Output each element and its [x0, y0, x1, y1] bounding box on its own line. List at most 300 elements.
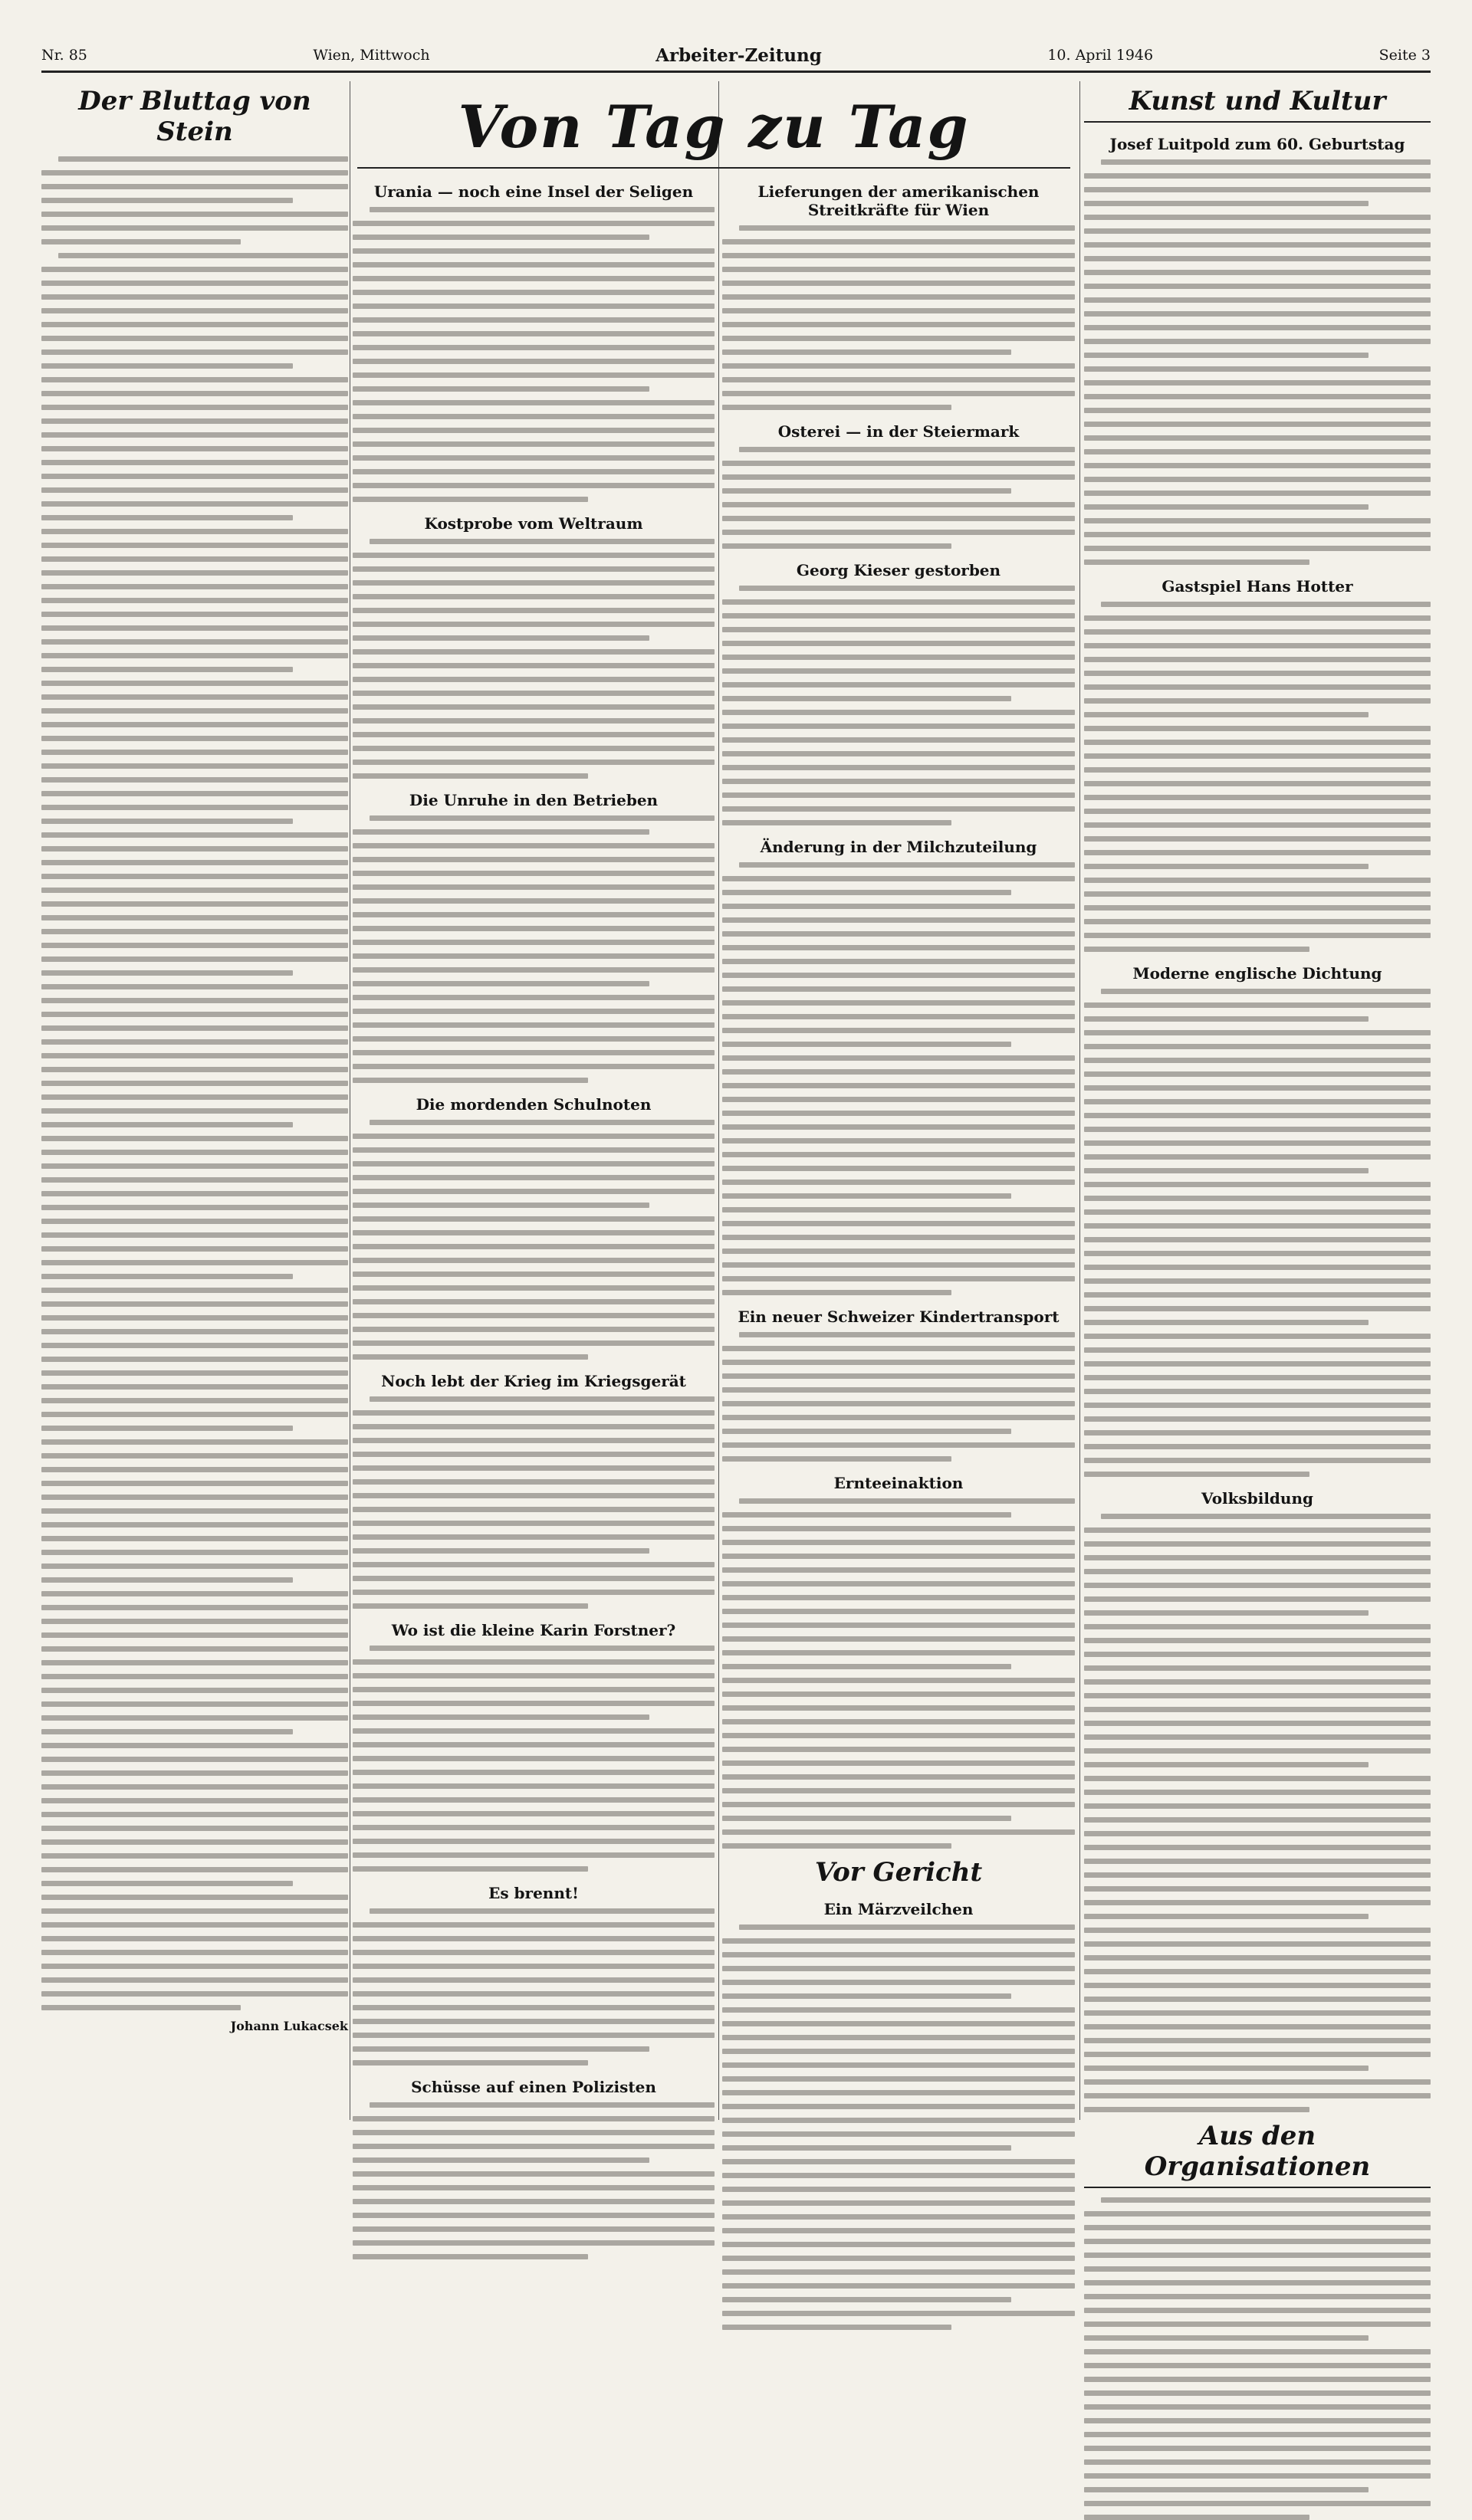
text-line: [41, 501, 348, 507]
text-line: [722, 1938, 1075, 1944]
column-rule: [1079, 81, 1080, 2120]
text-line: [41, 170, 348, 176]
headline: Ein neuer Schweizer Kindertransport: [738, 1308, 1060, 1326]
text-line: [353, 884, 715, 890]
text-line: [41, 281, 348, 286]
text-line: [722, 461, 1075, 466]
text-line: [353, 1175, 715, 1180]
text-line: [353, 1424, 715, 1429]
text-line: [41, 1315, 348, 1321]
text-line: [722, 2035, 1075, 2040]
text-line: [41, 349, 348, 355]
text-line: [1084, 394, 1431, 399]
text-line: [1084, 781, 1431, 786]
text-line: [722, 1980, 1075, 1985]
text-line: [1084, 1140, 1431, 1146]
text-line: [353, 691, 715, 696]
text-line: [41, 1508, 348, 1514]
headline: Moderne englische Dichtung: [1132, 964, 1382, 983]
text-line: [41, 874, 348, 879]
text-line: [1084, 1652, 1431, 1657]
text-line: [1084, 2390, 1431, 2396]
text-line: [1084, 2294, 1431, 2299]
text-line: [1084, 1030, 1431, 1035]
text-line: [41, 1950, 348, 1955]
text-line: [353, 1203, 649, 1208]
text-line: [353, 1783, 715, 1789]
text-line: [722, 530, 1075, 535]
text-line: [41, 653, 348, 658]
text-line: [41, 1895, 348, 1900]
text-line: [722, 2214, 1075, 2220]
text-line: [353, 857, 715, 862]
text-line: [41, 1177, 348, 1183]
text-line: [41, 377, 348, 382]
text-line: [1084, 740, 1431, 745]
text-line: [41, 1108, 348, 1114]
text-line: [1101, 159, 1431, 165]
text-line: [353, 635, 649, 641]
text-line: [353, 372, 715, 378]
text-line: [722, 2242, 1075, 2247]
text-line: [1084, 2225, 1431, 2230]
text-line: [353, 1313, 715, 1318]
text-line: [41, 1122, 293, 1127]
text-line: [1084, 491, 1431, 496]
text-line: [353, 2254, 588, 2259]
text-line: [353, 1465, 715, 1471]
text-line: [1084, 2107, 1309, 2112]
text-line: [370, 815, 715, 821]
text-line: [41, 984, 348, 989]
text-line: [41, 1881, 293, 1886]
text-line: [1084, 1638, 1431, 1643]
text-line: [41, 956, 348, 962]
text-line: [41, 294, 348, 300]
text-line: [1084, 1361, 1431, 1367]
text-line: [1084, 2066, 1368, 2071]
column-rule: [718, 81, 719, 2120]
text-line: [353, 1340, 715, 1346]
text-line: [1084, 684, 1431, 690]
text-line: [353, 1161, 715, 1166]
text-line: [353, 1521, 715, 1526]
text-line: [1084, 1472, 1309, 1477]
text-line: [1084, 2363, 1431, 2368]
text-line: [41, 1288, 348, 1293]
text-line: [353, 414, 715, 419]
text-line: [722, 1952, 1075, 1957]
text-line: [722, 1152, 1075, 1157]
text-line: [722, 2145, 1011, 2151]
text-line: [1084, 463, 1431, 468]
text-line: [1084, 1748, 1431, 1754]
text-line: [1084, 532, 1431, 537]
text-line: [353, 386, 649, 392]
text-line: [1084, 947, 1309, 952]
text-line: [41, 1770, 348, 1776]
text-line: [722, 737, 1075, 743]
text-line: [1084, 173, 1431, 179]
text-line: [353, 359, 715, 364]
text-line: [722, 1055, 1075, 1061]
text-line: [370, 1396, 715, 1402]
text-line: [1084, 449, 1431, 454]
text-line: [1084, 1886, 1431, 1892]
text-line: [722, 2118, 1075, 2123]
column-4: [1084, 81, 1431, 2182]
text-line: [1084, 311, 1431, 317]
text-line: [353, 1756, 715, 1761]
text-line: [41, 943, 348, 948]
text-line: [41, 1826, 348, 1831]
issue-date: 10. April 1946: [1047, 47, 1154, 64]
text-line: [1084, 2038, 1431, 2043]
text-line: [1084, 1928, 1431, 1933]
text-line: [353, 953, 715, 959]
text-line: [370, 2102, 715, 2108]
text-paragraph: [1084, 159, 1431, 565]
text-line: [353, 1036, 715, 1042]
text-line: [353, 718, 715, 724]
text-line: [1084, 1734, 1431, 1740]
text-paragraph: [722, 862, 1075, 1295]
text-line: [370, 1120, 715, 1125]
text-line: [41, 1536, 348, 1541]
text-line: [353, 1991, 715, 1997]
text-line: [722, 1373, 1075, 1379]
text-line: [353, 1770, 715, 1775]
text-line: [1084, 546, 1431, 551]
text-line: [1084, 1624, 1431, 1629]
text-line: [1084, 1969, 1431, 1974]
text-line: [722, 2256, 1075, 2261]
text-line: [722, 1691, 1075, 1697]
text-line: [41, 1343, 348, 1348]
article-title: Der Bluttag von Stein: [78, 86, 311, 147]
text-paragraph: [353, 1396, 715, 1609]
text-line: [722, 792, 1075, 798]
text-line: [1084, 1458, 1431, 1463]
text-line: [1084, 297, 1431, 303]
text-paragraph: [1084, 602, 1431, 952]
text-line: [722, 890, 1011, 895]
text-paragraph: [1084, 1514, 1431, 2112]
text-line: [722, 1442, 1075, 1448]
text-line: [41, 1439, 348, 1445]
text-line: [722, 1415, 1075, 1420]
text-line: [722, 1193, 1011, 1199]
text-line: [1084, 2515, 1309, 2520]
text-line: [41, 612, 348, 617]
text-line: [722, 682, 1075, 687]
text-line: [1084, 1900, 1431, 1905]
text-line: [353, 2157, 649, 2163]
text-line: [1084, 559, 1309, 565]
text-line: [41, 1067, 348, 1072]
text-line: [41, 1853, 348, 1859]
text-line: [41, 1619, 348, 1624]
text-line: [722, 363, 1075, 369]
text-line: [722, 322, 1075, 327]
text-line: [739, 225, 1075, 231]
text-line: [41, 901, 348, 907]
text-line: [722, 1733, 1075, 1738]
text-line: [722, 1526, 1075, 1531]
text-line: [722, 959, 1075, 964]
text-line: [41, 667, 293, 672]
text-line: [41, 529, 348, 534]
text-line: [1084, 1044, 1431, 1049]
text-line: [1084, 242, 1431, 248]
text-line: [722, 2076, 1075, 2082]
text-line: [1084, 1320, 1368, 1325]
text-line: [1084, 477, 1431, 482]
text-line: [353, 1742, 715, 1747]
text-line: [41, 1591, 348, 1596]
text-paragraph: [353, 539, 715, 779]
text-line: [1084, 712, 1368, 717]
text-line: [353, 262, 715, 267]
text-line: [1084, 215, 1431, 220]
text-line: [722, 641, 1075, 646]
text-line: [1084, 1541, 1431, 1547]
text-line: [1084, 435, 1431, 441]
text-line: [1084, 1983, 1431, 1988]
text-line: [353, 1479, 715, 1485]
text-paragraph: [722, 1924, 1075, 2330]
text-line: [722, 2311, 1075, 2316]
text-line: [1084, 2239, 1431, 2244]
text-line: [41, 625, 348, 631]
text-line: [41, 1550, 348, 1555]
text-line: [353, 2240, 715, 2246]
text-line: [353, 760, 715, 765]
text-line: [353, 1603, 588, 1609]
text-line: [41, 1564, 348, 1569]
text-line: [722, 543, 951, 549]
text-line: [1084, 270, 1431, 275]
text-line: [353, 746, 715, 751]
text-line: [722, 986, 1075, 992]
text-line: [353, 1964, 715, 1969]
text-line: [722, 1774, 1075, 1780]
text-line: [353, 235, 649, 240]
text-line: [353, 2199, 715, 2204]
text-line: [41, 543, 348, 548]
text-line: [41, 239, 241, 244]
text-line: [41, 556, 348, 562]
text-line: [1084, 1665, 1431, 1671]
text-line: [722, 613, 1075, 619]
text-line: [1084, 2211, 1431, 2216]
text-line: [353, 2226, 715, 2232]
text-line: [353, 2116, 715, 2121]
text-line: [722, 655, 1075, 660]
text-line: [41, 1798, 348, 1803]
text-line: [41, 1812, 348, 1817]
text-line: [739, 1924, 1075, 1930]
text-line: [1084, 201, 1368, 206]
text-line: [353, 1438, 715, 1443]
text-line: [722, 1843, 951, 1849]
text-line: [722, 474, 1075, 480]
text-line: [41, 1701, 348, 1707]
text-line: [353, 1936, 715, 1941]
article-lead: [41, 156, 348, 244]
text-line: [722, 253, 1075, 258]
text-line: [1084, 380, 1431, 386]
text-line: [722, 2131, 1075, 2137]
text-line: [41, 750, 348, 755]
text-line: [353, 967, 715, 973]
text-line: [722, 1028, 1075, 1033]
text-paragraph: [722, 586, 1075, 825]
text-line: [41, 1632, 348, 1638]
text-line: [370, 1908, 715, 1914]
text-line: [1084, 1430, 1431, 1436]
text-line: [1084, 1085, 1431, 1091]
text-line: [1084, 822, 1431, 828]
text-line: [1084, 671, 1431, 676]
text-line: [1084, 504, 1368, 510]
text-line: [722, 876, 1075, 881]
text-line: [41, 336, 348, 341]
text-line: [722, 1360, 1075, 1365]
text-line: [1084, 256, 1431, 261]
text-line: [1084, 2079, 1431, 2085]
text-line: [1084, 1154, 1431, 1160]
text-line: [1084, 2093, 1431, 2098]
text-line: [41, 1025, 348, 1031]
text-line: [722, 1760, 1075, 1766]
text-paragraph: [353, 1120, 715, 1360]
text-line: [722, 1650, 1075, 1655]
text-line: [41, 1784, 348, 1790]
issue-number: Nr. 85: [41, 47, 87, 64]
text-line: [353, 428, 715, 433]
text-line: [353, 829, 649, 835]
text-line: [722, 1166, 1075, 1171]
text-line: [353, 649, 715, 655]
text-line: [41, 1757, 348, 1762]
text-line: [353, 1714, 649, 1720]
text-line: [353, 1576, 715, 1581]
text-line: [41, 1081, 348, 1086]
text-line: [722, 1083, 1075, 1088]
text-line: [1084, 726, 1431, 731]
text-line: [41, 1453, 348, 1459]
text-line: [1084, 1334, 1431, 1339]
text-line: [1084, 2308, 1431, 2313]
text-line: [41, 322, 348, 327]
headline: Gastspiel Hans Hotter: [1162, 577, 1353, 596]
text-paragraph: [722, 225, 1075, 410]
text-line: [41, 1688, 348, 1693]
text-line: [722, 2007, 1075, 2013]
text-line: [1084, 2432, 1431, 2437]
text-line: [1084, 1997, 1431, 2002]
text-line: [722, 1221, 1075, 1226]
text-line: [722, 973, 1075, 978]
text-line: [1084, 1016, 1368, 1022]
text-line: [1084, 2280, 1431, 2285]
text-line: [1084, 518, 1431, 523]
text-line: [1084, 1596, 1431, 1602]
text-line: [41, 1301, 348, 1307]
text-line: [1084, 753, 1431, 759]
page-number: Seite 3: [1378, 47, 1431, 64]
text-line: [1084, 1527, 1431, 1533]
text-line: [353, 1078, 588, 1083]
text-line: [1084, 1182, 1431, 1187]
text-line: [353, 441, 715, 447]
text-line: [41, 915, 348, 920]
text-line: [722, 599, 1075, 605]
text-line: [1084, 1265, 1431, 1270]
text-line: [353, 2171, 715, 2177]
text-line: [41, 1246, 348, 1252]
text-line: [1084, 919, 1431, 924]
text-line: [353, 1327, 715, 1332]
text-line: [1084, 891, 1431, 897]
text-line: [41, 1991, 348, 1997]
text-line: [722, 1456, 951, 1462]
text-line: [1084, 422, 1431, 427]
text-line: [353, 926, 715, 931]
text-line: [1084, 1831, 1431, 1836]
text-line: [41, 1977, 348, 1983]
text-line: [41, 763, 348, 769]
text-line: [41, 832, 348, 838]
text-line: [1101, 2197, 1431, 2203]
text-line: [722, 239, 1075, 244]
text-line: [722, 516, 1075, 521]
text-line: [41, 1412, 348, 1417]
text-line: [722, 1993, 1011, 1999]
text-line: [722, 710, 1075, 715]
text-line: [41, 405, 348, 410]
text-line: [1084, 408, 1431, 413]
text-paragraph: [722, 447, 1075, 549]
text-line: [1084, 878, 1431, 883]
text-line: [353, 248, 715, 254]
text-line: [41, 805, 348, 810]
text-line: [1084, 339, 1431, 344]
text-line: [41, 1426, 293, 1431]
text-line: [722, 917, 1075, 923]
text-line: [41, 694, 348, 700]
headline: Urania — noch eine Insel der Seligen: [373, 182, 694, 201]
text-line: [1084, 228, 1431, 234]
text-line: [353, 704, 715, 710]
text-line: [722, 1235, 1075, 1240]
text-line: [353, 995, 715, 1000]
text-line: [41, 418, 348, 424]
headline: Josef Luitpold zum 60. Geburtstag: [1109, 135, 1405, 153]
text-line: [1084, 1941, 1431, 1947]
text-line: [722, 2297, 1011, 2302]
text-line: [1084, 1610, 1368, 1616]
text-line: [41, 267, 348, 272]
text-line: [58, 253, 348, 258]
text-line: [353, 455, 715, 461]
headline: Wo ist die kleine Karin Forstner?: [391, 1621, 676, 1639]
text-line: [353, 773, 588, 779]
text-paragraph: [353, 207, 715, 502]
text-line: [1084, 2404, 1431, 2410]
column-2: [353, 81, 715, 2120]
